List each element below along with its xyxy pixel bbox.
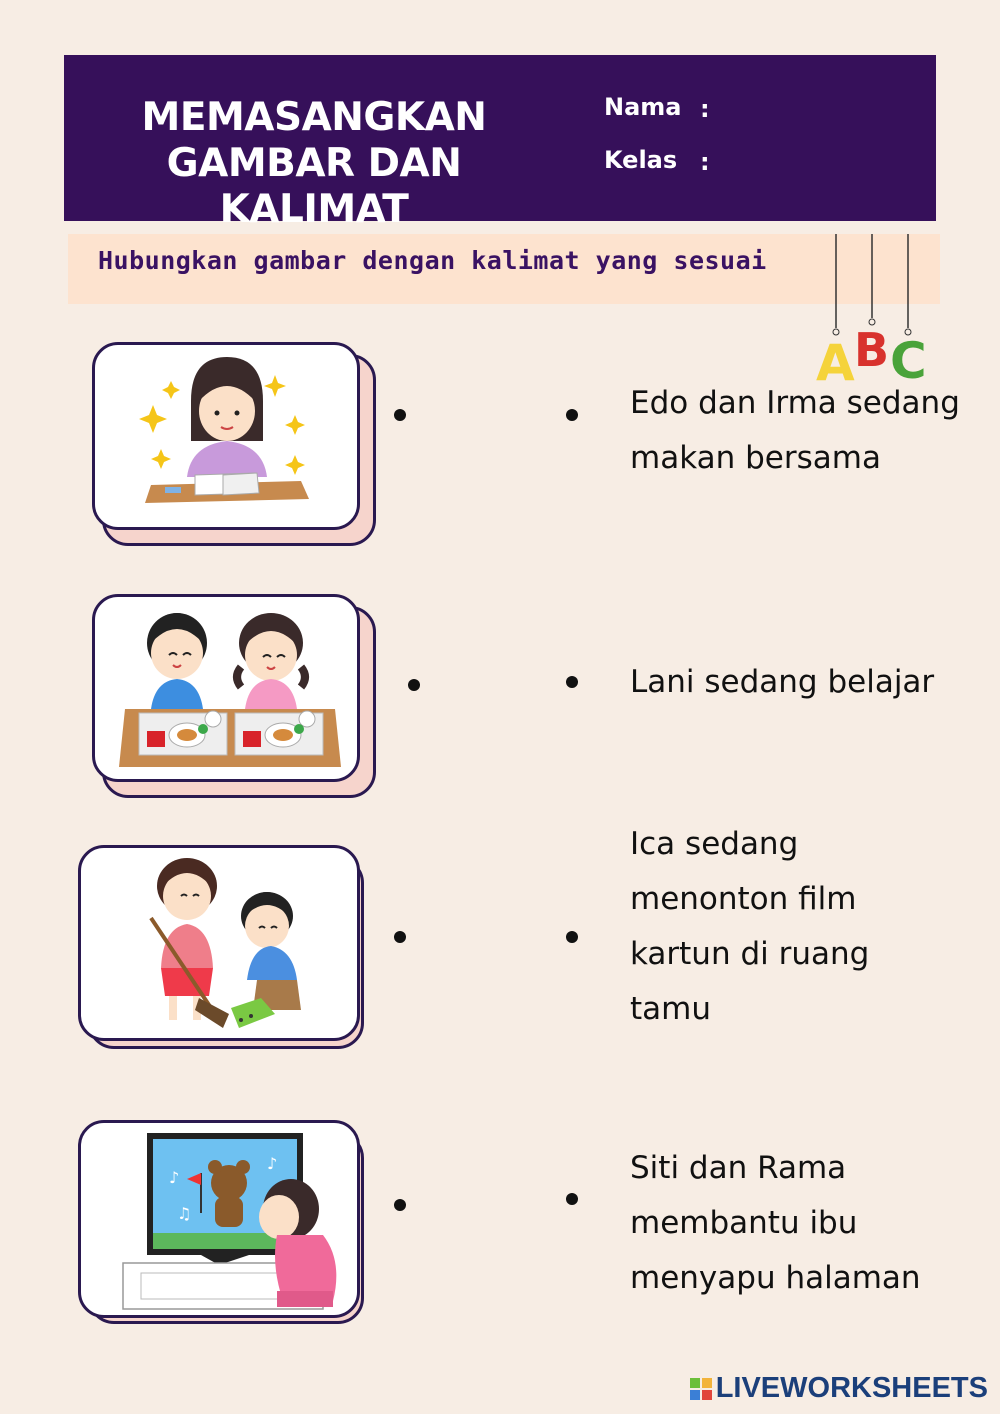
sentence-2: [630, 655, 990, 710]
sentence-dot-3[interactable]: [566, 931, 578, 943]
girl-watching-tv-icon: [78, 1120, 360, 1318]
sentence-dot-4[interactable]: [566, 1193, 578, 1205]
letter-b: B: [854, 323, 890, 377]
sentence-3: [630, 817, 990, 1037]
svg-text:♪: ♪: [169, 1168, 180, 1187]
kids-sweeping-icon: [78, 845, 360, 1041]
sentence-1-line-1: Edo dan Irma sedang: [630, 385, 960, 421]
liveworksheets-brand: [690, 1372, 988, 1405]
picture-dot-1[interactable]: [394, 409, 406, 421]
sentence-1-line-2: makan bersama: [630, 440, 881, 476]
class-colon: :: [700, 148, 710, 176]
sentence-1: [630, 376, 990, 486]
letter-c: C: [890, 332, 927, 382]
sentence-3-line-3: kartun di ruang: [630, 936, 870, 972]
brand-text: LIVEWORKSHEETS: [715, 1372, 988, 1404]
title-line-2: GAMBAR DAN KALIMAT: [166, 141, 462, 232]
class-label: Kelas: [604, 146, 678, 174]
sentence-2-line-1: Lani sedang belajar: [630, 664, 935, 700]
sentence-dot-2[interactable]: [566, 676, 578, 688]
worksheet-title: [94, 95, 534, 233]
sentence-4-line-3: menyapu halaman: [630, 1260, 921, 1296]
sentence-3-line-2: menonton film: [630, 881, 857, 917]
sentence-4: [630, 1141, 990, 1306]
picture-dot-4[interactable]: [394, 1199, 406, 1211]
kids-eating-icon: [92, 594, 360, 782]
sentence-4-line-2: membantu ibu: [630, 1205, 858, 1241]
girl-studying-icon: [92, 342, 360, 530]
letter-a: A: [816, 334, 855, 382]
instruction-text: Hubungkan gambar dengan kalimat yang sesuai: [98, 246, 767, 275]
svg-text:♪: ♪: [267, 1154, 278, 1173]
svg-text:♫: ♫: [177, 1204, 192, 1223]
abc-letters-icon: [810, 232, 940, 382]
liveworksheets-logo-icon: [690, 1378, 712, 1400]
title-line-1: MEMASANGKAN: [141, 95, 487, 140]
sentence-3-line-1: Ica sedang: [630, 826, 799, 862]
picture-dot-3[interactable]: [394, 931, 406, 943]
sentence-dot-1[interactable]: [566, 409, 578, 421]
sentence-4-line-1: Siti dan Rama: [630, 1150, 847, 1186]
name-colon: :: [700, 95, 710, 123]
picture-dot-2[interactable]: [408, 679, 420, 691]
sentence-3-line-4: tamu: [630, 991, 711, 1027]
header-banner: [64, 55, 936, 232]
name-label: Nama: [604, 93, 682, 121]
